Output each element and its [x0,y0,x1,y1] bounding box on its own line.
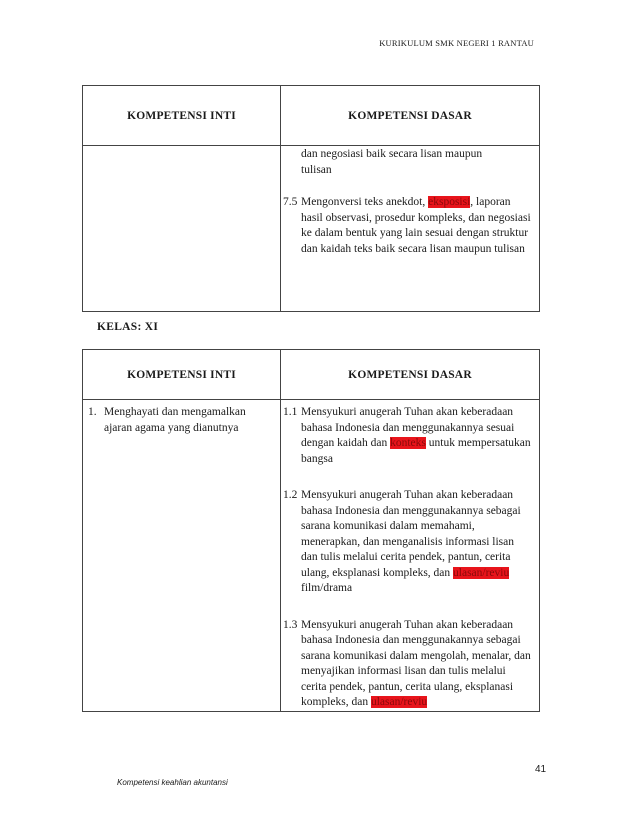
competency-table-continued [82,85,540,312]
kd-text: film/drama [301,582,353,594]
kd-item-1-3 [281,618,533,711]
kd-item-1-1 [281,405,533,467]
class-heading: KELAS: XI [97,321,159,333]
kd-text: Mensyukuri anugerah Tuhan akan keberadaan bahasa Indonesia dan menggunakannya sebagai sarana komunikasi dalam mengolah, menalar, dan menyajikan informasi lisan dan tulis melalui cerita pendek, pantun, cerita ulang, eksplanasi kompleks, dan [301,618,531,708]
ki-item-1 [86,405,274,436]
running-header: KURIKULUM SMK NEGERI 1 RANTAU [379,38,534,48]
kd-item-7-5 [281,195,533,257]
kd-cell [281,146,540,312]
kd-continuation-line: tulisan [301,163,332,176]
kd-text: Mensyukuri anugerah Tuhan akan keberadaan bahasa Indonesia dan menggunakannya sebagai sarana komunikasi dalam memahami, menerapkan, dan menganalisis informasi lisan dan tulis melalui cerita pendek, pantun, cerita ulang, eksplanasi kompleks, dan [301,489,521,579]
column-header-ki: KOMPETENSI INTI [83,350,281,400]
ki-cell-empty [83,146,281,312]
kd-cell [281,400,540,712]
kd-number: 1.1 [283,406,298,418]
kd-text: , laporan hasil observasi, prosedur kompleks, dan negosiasi ke dalam bentuk yang lain sesuai dengan struktur dan kaidah teks baik secara lisan maupun tulisan [301,196,531,255]
kd-number: 7.5 [283,196,298,208]
competency-table-xi [82,349,540,712]
kd-text: Mensyukuri anugerah Tuhan akan keberadaan bahasa Indonesia dan menggunakannya sesuai dengan kaidah dan [301,406,515,449]
highlighted-term: ulasan/reviu [453,566,510,579]
kd-item-1-2 [281,488,533,597]
column-header-kd: KOMPETENSI DASAR [281,350,540,400]
spacer [281,597,539,618]
ki-number: 1. [88,406,97,418]
running-footer: Kompetensi keahlian akuntansi [117,778,228,787]
ki-cell [83,400,281,712]
kd-number: 1.3 [283,618,298,631]
column-header-ki: KOMPETENSI INTI [83,86,281,146]
page-number: 41 [535,764,547,775]
kd-continuation-line: dan negosiasi baik secara lisan maupun [301,148,483,160]
kd-text: untuk mempersatukan bangsa [301,437,531,465]
column-header-kd: KOMPETENSI DASAR [281,86,540,146]
highlighted-term: konteks [390,437,426,449]
ki-text: Menghayati dan mengamalkan ajaran agama yang dianutnya [104,406,246,434]
highlighted-term: ulasan/reviu [370,696,428,708]
highlighted-term: eksposisi [428,196,471,208]
spacer [281,467,539,488]
kd-number: 1.2 [283,489,298,501]
kd-continuation [281,147,533,178]
spacer [281,178,539,195]
kd-text: Mengonversi teks anekdot, [301,196,429,208]
